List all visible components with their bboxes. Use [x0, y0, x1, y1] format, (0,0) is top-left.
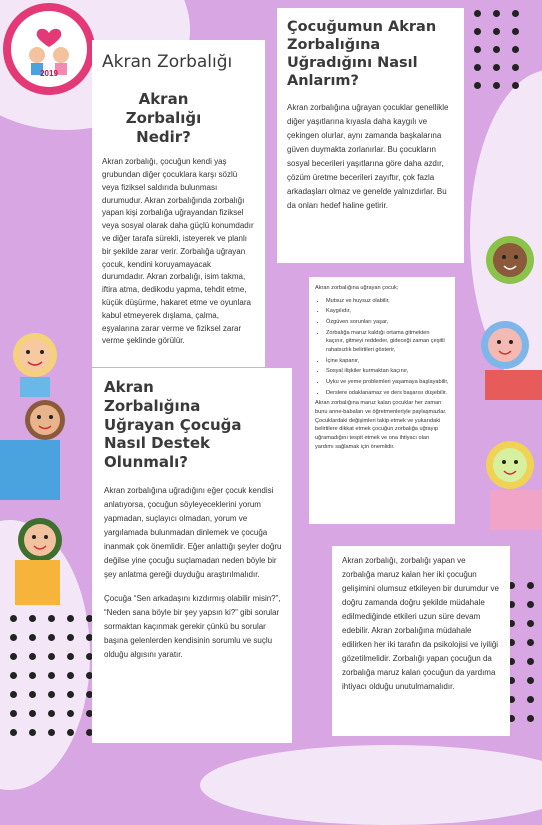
card-what-is-bullying	[92, 40, 265, 367]
card-conclusion	[332, 546, 510, 736]
support-paragraph-1: Akran zorbalığına uğradığını eğer çocuk kendisi anlatıyorsa, çocuğun söyleyeceklerini yorum yapmadan, suçlayıcı olmadan, yorum ve yargılamada bulunmadan dinlemek ve çocuğa inanmak çok önemlidir. Eğer anlattığı şeyler doğru değilse yine çocuğu suçlamadan neden böyle bir şey anlatma gereği duyduğu araştırılmalıdır.	[104, 485, 282, 579]
list-item: • Zorbalığa maruz kaldığı ortama gitmekten kaçınır, gitmeyi reddeder, gideceği zaman çeşitli rahatsızlık belirtileri gösterir,	[326, 329, 449, 355]
kids-left-illustration	[0, 310, 80, 610]
heading-how-to-understand: Çocuğumun Akran Zorbalığına Uğradığını Nasıl Anlarım?	[287, 19, 437, 90]
list-item: • Derslere odaklanamaz ve ders başarısı düşebilir.	[326, 389, 449, 398]
symptoms-list	[315, 297, 449, 398]
how-to-understand-body: Akran zorbalığına uğrayan çocuklar genellikle diğer yaşıtlarına kıyasla daha kaygılı ve çekingen olurlar, aynı zamanda başkalarına güven duymakta zorlanırlar. Bu çocukların sosyal becerileri yaşıtlarına göre daha azdır, çözüm üretme becerileri zayıftır, çok fazla arkadaşları olmaz ve genelde yalnızdırlar. Bu da onları hedef haline getirir.	[287, 102, 449, 210]
card-how-to-understand	[277, 8, 464, 263]
what-is-body: Akran zorbalığı, çocuğun kendi yaş grubundan diğer çocuklara karşı sözlü veya fiziksel saldırıda bulunması durumudur. Akran zorbalığında zorbalığı yapan kişi zorbalığa uğrayandan fiziksel veya sosyal olarak daha güçlü konumdadır ve diğer tarafa sürekli, isteyerek ve planlı bir şekilde zarar verir. Zorbalığa uğrayan çocuk, kendini koruyamayacak durumdadır. Akran zorbalığı, isim takma, iftira atma, dedikodu yapma, tehdit etme, küçük düşürme, hakaret etme ve oyunlara kabul etmeyerek dışlama, çalma, eşyalarına zarar verme ve fiziksel zarar verme şeklinde görülür.	[102, 157, 254, 346]
symptoms-intro: Akran zorbalığına uğrayan çocuk;	[315, 285, 399, 291]
support-paragraph-2: Çocuğa “Sen arkadaşını kızdırmış olabilir misin?”, “Neden sana böyle bir şey yapsın ki?” gibi sorular sormaktan kaçınmak gerekir çünkü bu sorular başına gelenlerden kendisinin sorumlu ve suçlu olduğu algısını yaratır.	[104, 593, 281, 659]
list-item: • Uyku ve yeme problemleri yaşamaya başlayabilir,	[326, 378, 449, 387]
list-item: • Kaygılıdır,	[326, 307, 449, 316]
conclusion-body: Akran zorbalığı, zorbalığı yapan ve zorbalığa maruz kalan her iki çocuğun gelişimini olumsuz etkileyen bir durumdur ve doğru zamanda doğru şekilde müdahale edilmediğinde etkileri uzun süre devam edebilir. Akran zorbalığına müdahale edilirken her iki tarafın da psikolojisi ve iyiliği gözetilmelidir. Zorbalığı yapan çocuğun da zorbalığa maruz kalan çocuğun da yardıma ihtiyacı olduğu unutulmamalıdır.	[342, 556, 499, 691]
dots-bottom-left	[10, 615, 93, 736]
bg-blob-bottom	[200, 745, 542, 825]
school-logo	[3, 3, 95, 95]
kids-right-illustration	[455, 215, 542, 535]
heading-how-to-support: Akran Zorbalığına Uğrayan Çocuğa Nasıl Destek Olunmalı?	[104, 378, 242, 471]
list-item: • Özgüven sorunları yaşar,	[326, 318, 449, 327]
logo-year: 2019	[40, 69, 58, 78]
card-how-to-support	[92, 368, 292, 743]
list-item: • Mutsuz ve huysuz olabilir,	[326, 297, 449, 306]
symptoms-outro: Akran zorbalığına maruz kalan çocuklar her zaman bunu anne-babaları ve öğretmenleriyle paylaşmazlar. Çocuklardaki değişimleri takip etmek ve yukarıdaki belirtilere dikkat etmek çocuğun zorbalığa uğrayıp uğramadığını tespit etmek ve ona ihtiyacı olan yardımı sağlamak için önemlidir.	[315, 400, 447, 450]
card-symptoms-list	[309, 277, 455, 524]
page-title: Akran Zorbalığı	[102, 52, 233, 72]
dots-top-right	[455, 10, 519, 89]
heading-what-is: Akran Zorbalığı Nedir?	[125, 90, 202, 146]
list-item: • Sosyal ilişkiler kurmaktan kaçınır,	[326, 367, 449, 376]
list-item: • İçine kapanır,	[326, 357, 449, 366]
